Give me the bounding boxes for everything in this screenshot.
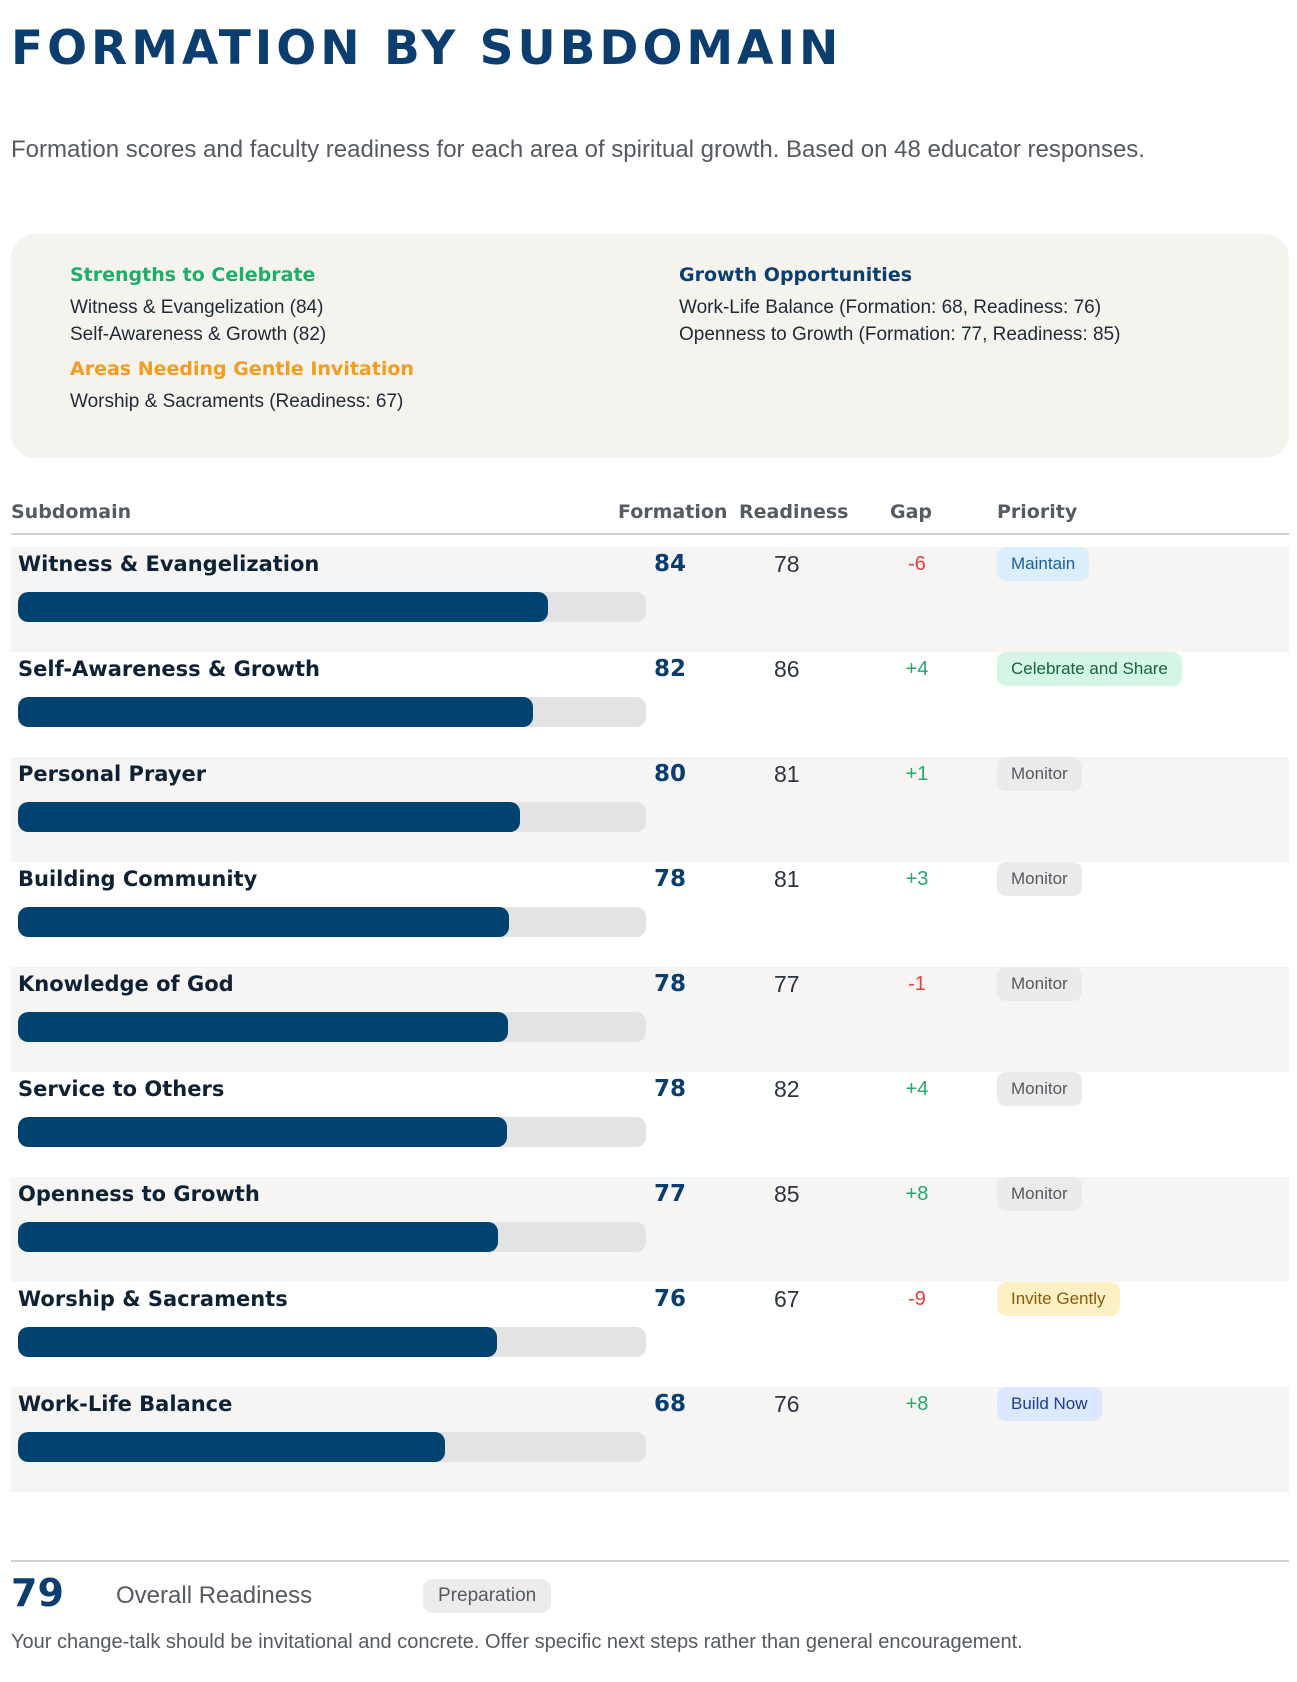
formation-bar-fill <box>18 1222 498 1252</box>
gap-value: -9 <box>908 1288 926 1310</box>
priority-badge: Maintain <box>997 547 1089 581</box>
gentle-invitation-heading: Areas Needing Gentle Invitation <box>70 358 414 380</box>
table-row <box>11 652 1289 757</box>
column-header-readiness: Readiness <box>739 501 849 523</box>
subdomain-name: Worship & Sacraments <box>18 1287 288 1311</box>
subdomain-name: Knowledge of God <box>18 972 234 996</box>
gap-value: -6 <box>908 553 926 575</box>
subdomain-name: Personal Prayer <box>18 762 207 786</box>
formation-bar-track <box>18 907 646 937</box>
gap-value: +4 <box>905 658 929 680</box>
subdomain-name: Building Community <box>18 867 258 891</box>
formation-score: 78 <box>654 866 687 892</box>
formation-bar-track <box>18 1327 646 1357</box>
guidance-text: Your change-talk should be invitational and concrete. Offer specific next steps rather than general encouragement. <box>11 1631 1023 1653</box>
growth-item: Openness to Growth (Formation: 77, Readiness: 85) <box>679 324 1121 345</box>
readiness-score: 81 <box>774 761 800 787</box>
formation-score: 77 <box>654 1181 687 1207</box>
formation-score: 68 <box>654 1391 687 1417</box>
priority-badge: Build Now <box>997 1387 1102 1421</box>
table-row <box>11 547 1289 652</box>
formation-score: 78 <box>654 1076 687 1102</box>
strength-item: Witness & Evangelization (84) <box>70 297 324 318</box>
table-row <box>11 1282 1289 1387</box>
readiness-score: 76 <box>774 1391 800 1417</box>
subdomain-name: Service to Others <box>18 1077 225 1101</box>
table-row <box>11 757 1289 862</box>
gap-value: +1 <box>905 763 929 785</box>
column-header-subdomain: Subdomain <box>11 501 132 523</box>
table-row <box>11 1387 1289 1492</box>
formation-bar-track <box>18 1222 646 1252</box>
subdomain-name: Openness to Growth <box>18 1182 260 1206</box>
formation-bar-fill <box>18 907 509 937</box>
readiness-score: 77 <box>774 971 800 997</box>
stage-badge: Preparation <box>423 1579 551 1613</box>
gap-value: +3 <box>905 868 929 890</box>
formation-score: 80 <box>654 761 687 787</box>
readiness-score: 81 <box>774 866 800 892</box>
readiness-score: 78 <box>774 551 800 577</box>
readiness-score: 67 <box>774 1286 800 1312</box>
subdomain-name: Work-Life Balance <box>18 1392 233 1416</box>
readiness-score: 82 <box>774 1076 800 1102</box>
column-header-gap: Gap <box>890 501 933 523</box>
priority-badge: Monitor <box>997 1177 1082 1211</box>
formation-score: 82 <box>654 656 687 682</box>
overall-readiness-score: 79 <box>11 1571 64 1615</box>
gap-value: +4 <box>905 1078 929 1100</box>
gap-value: +8 <box>905 1393 929 1415</box>
table-row <box>11 1177 1289 1282</box>
subdomain-table <box>11 547 1289 1492</box>
table-row <box>11 862 1289 967</box>
gentle-invitation-item: Worship & Sacraments (Readiness: 67) <box>70 391 404 412</box>
priority-badge: Celebrate and Share <box>997 652 1182 686</box>
formation-bar-track <box>18 1117 646 1147</box>
priority-badge: Monitor <box>997 1072 1082 1106</box>
readiness-score: 85 <box>774 1181 800 1207</box>
formation-bar-track <box>18 1012 646 1042</box>
priority-badge: Invite Gently <box>997 1282 1120 1316</box>
formation-bar-fill <box>18 1432 445 1462</box>
strength-item: Self-Awareness & Growth (82) <box>70 324 327 345</box>
priority-badge: Monitor <box>997 967 1082 1001</box>
formation-bar-fill <box>18 1012 508 1042</box>
formation-bar-fill <box>18 592 548 622</box>
summary-right-column <box>679 262 1120 348</box>
readiness-score: 86 <box>774 656 800 682</box>
table-row <box>11 967 1289 1072</box>
formation-bar-fill <box>18 802 520 832</box>
formation-bar-fill <box>18 697 533 727</box>
formation-bar-track <box>18 697 646 727</box>
column-header-formation: Formation <box>618 501 728 523</box>
growth-item: Work-Life Balance (Formation: 68, Readiness: 76) <box>679 297 1102 318</box>
page-subtitle: Formation scores and faculty readiness for each area of spiritual growth. Based on 48 educator responses. <box>11 136 1145 163</box>
gap-value: -1 <box>908 973 926 995</box>
subdomain-name: Self-Awareness & Growth <box>18 657 321 681</box>
formation-score: 76 <box>654 1286 687 1312</box>
growth-heading: Growth Opportunities <box>679 264 913 286</box>
footer-divider <box>11 1560 1289 1562</box>
formation-bar-track <box>18 1432 646 1462</box>
strengths-heading: Strengths to Celebrate <box>70 264 316 286</box>
formation-score: 78 <box>654 971 687 997</box>
priority-badge: Monitor <box>997 862 1082 896</box>
overall-readiness-label: Overall Readiness <box>116 1582 313 1609</box>
column-header-priority: Priority <box>997 501 1078 523</box>
priority-badge: Monitor <box>997 757 1082 791</box>
formation-bar-fill <box>18 1327 497 1357</box>
formation-score: 84 <box>654 551 687 577</box>
page-title: FORMATION BY SUBDOMAIN <box>11 21 843 76</box>
summary-left-column <box>70 262 414 415</box>
table-row <box>11 1072 1289 1177</box>
gap-value: +8 <box>905 1183 929 1205</box>
table-header <box>11 497 1289 535</box>
formation-bar-track <box>18 802 646 832</box>
formation-bar-fill <box>18 1117 507 1147</box>
summary-card <box>11 234 1289 458</box>
formation-bar-track <box>18 592 646 622</box>
subdomain-name: Witness & Evangelization <box>18 552 320 576</box>
